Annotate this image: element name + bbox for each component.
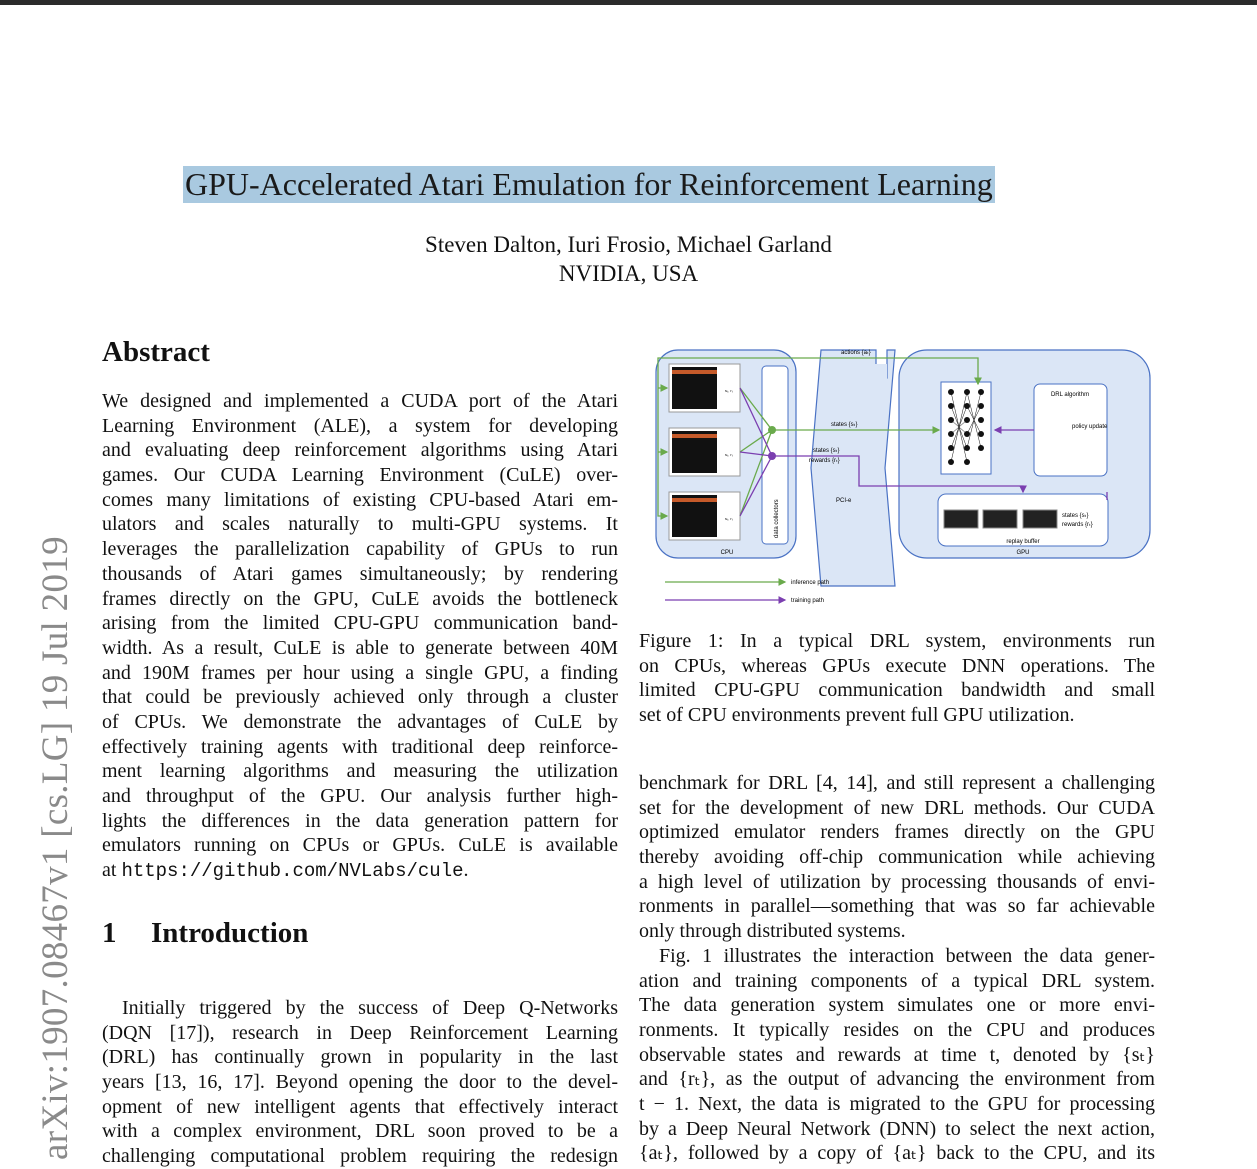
intro-line: with a complex environment, DRL soon proved to be a	[102, 1120, 618, 1143]
body-line: benchmark for DRL [4, 14], and still represent a challenging	[639, 772, 1155, 794]
abstract-line: thousands of Atari games simultaneously; by rendering	[102, 562, 618, 585]
rewards-label: rewards {rₜ}	[809, 458, 840, 464]
caption-line: on CPUs, whereas GPUs execute DNN operations. The	[639, 654, 1155, 677]
body-line: set for the development of new DRL methods. Our CUDA	[639, 796, 1155, 819]
abstract-line: and evaluating deep reinforcement algorithms using Atari	[102, 439, 618, 462]
states-label-2: states {sₜ}	[813, 448, 840, 454]
introduction-heading	[102, 917, 308, 950]
pcie-label: PCI-e	[836, 498, 852, 504]
environment-3	[669, 492, 740, 540]
states-label: states {sₜ}	[831, 422, 858, 428]
abstract-line: lights the differences in the data generation pattern for	[102, 809, 618, 832]
abstract-url-prefix: at	[102, 859, 122, 882]
intro-line: challenging computational problem requiring the redesign	[102, 1145, 618, 1168]
abstract-url-suffix: .	[463, 859, 469, 882]
intro-line: years [13, 16, 17]. Beyond opening the door to the devel-	[102, 1071, 618, 1094]
body-line: thereby avoiding off-chip communication while achieving	[639, 846, 1155, 869]
body-line: Fig. 1 illustrates the interaction between the data gener-	[659, 944, 1155, 967]
abstract-line: leverages the parallelization capability of GPUs to run	[102, 538, 618, 561]
section-number: 1	[102, 917, 117, 949]
abstract-heading: Abstract	[102, 336, 210, 368]
gpu-label: GPU	[1016, 550, 1030, 556]
legend-inference-label: inference path	[791, 580, 830, 586]
section-title: Introduction	[151, 917, 309, 949]
env-label: sₜ, rₜ	[725, 452, 733, 457]
figure-1-diagram	[645, 340, 1155, 610]
abstract-line: width. As a result, CuLE is able to generate between 40M	[102, 636, 618, 659]
abstract-line: ulators and scales naturally to multi-GPU systems. It	[102, 513, 618, 536]
env-label: sₜ, rₜ	[725, 516, 733, 521]
abstract-line-url	[102, 858, 618, 883]
legend-training-label: training path	[791, 598, 825, 604]
body-line: {aₜ}, followed by a copy of {aₜ} back to the CPU, and its	[639, 1142, 1155, 1165]
abstract-line: comes many limitations of existing CPU-based Atari em-	[102, 488, 618, 511]
caption-line: limited CPU-GPU communication bandwidth and small	[639, 679, 1155, 702]
body-line: The data generation system simulates one or more envi-	[639, 994, 1155, 1017]
abstract-line: ment learning algorithms and measuring the utilization	[102, 760, 618, 783]
replay-buffer-label: replay buffer	[1006, 539, 1040, 545]
abstract-line: that could be previously achieved only through a cluster	[102, 686, 618, 709]
figure-caption	[639, 629, 1155, 728]
body-line: ronments in parallel—something that was so far achievable	[639, 895, 1155, 918]
drl-algorithm-label: DRL algorithm	[1050, 392, 1090, 398]
github-link[interactable]: https://github.com/NVLabs/cule	[121, 860, 464, 883]
arxiv-identifier[interactable]: arXiv:1907.08467v1 [cs.LG] 19 Jul 2019	[35, 536, 76, 1160]
intro-line: opment of new intelligent agents that effectively interact	[102, 1095, 618, 1118]
environment-1	[669, 364, 740, 412]
body-line: ation and training components of a typical DRL system.	[639, 969, 1155, 992]
abstract-line: and throughput of the GPU. Our analysis further high-	[102, 785, 618, 807]
abstract-line: frames directly on the GPU, CuLE avoids the bottleneck	[102, 587, 618, 610]
cpu-label: CPU	[720, 550, 734, 556]
body-line: t − 1. Next, the data is migrated to the GPU for processing	[639, 1092, 1155, 1115]
right-column-body	[639, 771, 1155, 1166]
body-line: a high level of utilization by processing thousands of envi-	[639, 870, 1155, 893]
intro-line: Initially triggered by the success of Deep Q-Networks	[122, 997, 618, 1019]
abstract-line: and 190M frames per hour using a single GPU, a finding	[102, 661, 618, 684]
intro-line: (DQN [17]), research in Deep Reinforcement Learning	[102, 1021, 618, 1044]
abstract-line: effectively training agents with traditional deep reinforce-	[102, 735, 618, 758]
body-line: and {rₜ}, as the output of advancing the environment from	[639, 1068, 1155, 1091]
abstract-body	[102, 389, 618, 883]
inference-junction	[768, 426, 776, 434]
body-line: ronments. It typically resides on the CPU and produces	[639, 1018, 1155, 1041]
intro-line: (DRL) has continually grown in popularity in the last	[102, 1046, 618, 1069]
replay-states-label: states {sₜ}	[1062, 513, 1089, 519]
replay-rewards-label: rewards {rₜ}	[1062, 522, 1093, 528]
abstract-line: We designed and implemented a CUDA port of the Atari	[102, 390, 618, 412]
body-line: by a Deep Neural Network (DNN) to select the next action,	[639, 1117, 1155, 1140]
data-collectors-label: data collectors	[774, 499, 780, 538]
introduction-body	[102, 996, 618, 1169]
abstract-line: games. Our CUDA Learning Environment (CuLE) over-	[102, 464, 618, 487]
body-line: optimized emulator renders frames directly on the GPU	[639, 821, 1155, 844]
top-border	[0, 0, 1257, 5]
actions-label: actions {aₜ}	[841, 350, 871, 356]
author-list: Steven Dalton, Iuri Frosio, Michael Garland	[425, 232, 832, 257]
affiliation: NVIDIA, USA	[558, 261, 699, 286]
body-line: observable states and rewards at time t, denoted by {sₜ}	[639, 1043, 1155, 1066]
paper-title[interactable]: GPU-Accelerated Atari Emulation for Reinforcement Learning	[185, 166, 993, 202]
caption-line: set of CPU environments prevent full GPU utilization.	[639, 704, 1075, 727]
abstract-line: of CPUs. We demonstrate the advantages of CuLE by	[102, 710, 618, 733]
abstract-line: arising from the limited CPU-GPU communication band-	[102, 612, 618, 635]
env-label: sₜ, rₜ	[725, 388, 733, 393]
abstract-line: emulators running on CPUs or GPUs. CuLE is available	[102, 834, 618, 857]
body-line: only through distributed systems.	[639, 920, 906, 943]
policy-update-label: policy update	[1072, 424, 1108, 430]
caption-line: Figure 1: In a typical DRL system, environments run	[639, 630, 1155, 652]
environment-2	[669, 428, 740, 476]
abstract-line: Learning Environment (ALE), a system for developing	[102, 414, 618, 437]
training-junction	[768, 452, 776, 460]
